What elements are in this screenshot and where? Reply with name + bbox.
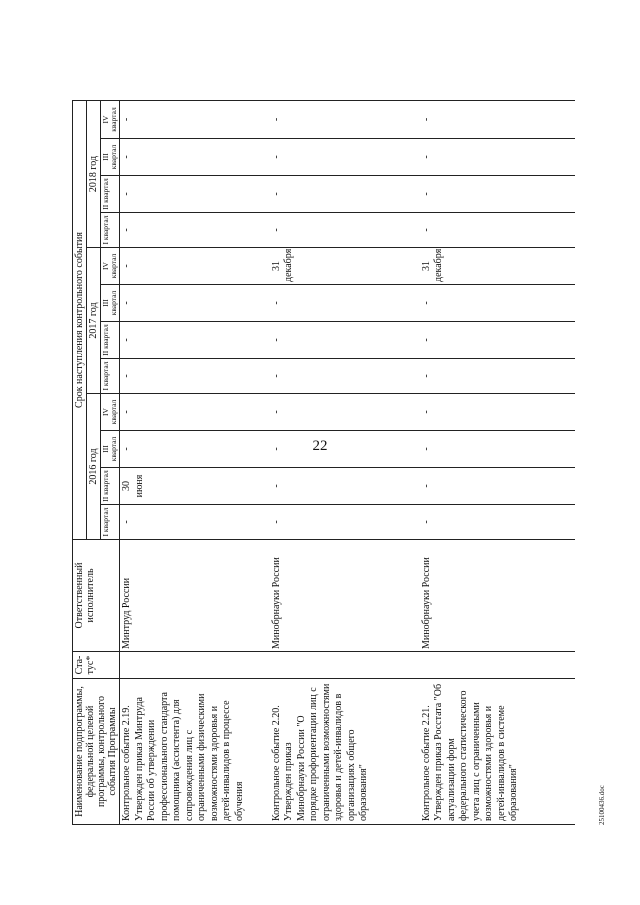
footer-filename: 25100436.doc [598, 785, 606, 825]
quarter-value-cell: - [120, 505, 270, 540]
quarter-value-cell: - [420, 394, 575, 431]
quarter-value-cell: - [120, 322, 270, 359]
event-name-cell: Контрольное событие 2.21. Утвержден приказ Росстата "Об актуализации форм федерального статистического учета лиц с ограниченными возможностями здоровья и детей-инвалидов в системе образования" [420, 679, 575, 825]
header-year-2016: 2016 год [87, 394, 101, 540]
quarter-header: I квартал [101, 359, 120, 394]
table-row [120, 100, 270, 824]
executor-cell: Минтруд России [120, 540, 270, 652]
quarter-header: II квартал [101, 468, 120, 505]
event-name-cell: Контрольное событие 2.20. Утвержден приказ Минобрнауки России "О порядке профориентации лиц с ограниченными возможностями здоровья и детей-инвалидов в организациях общего образования" [270, 679, 420, 825]
quarter-value-cell: 31 декабря [270, 248, 420, 285]
status-cell [420, 652, 575, 679]
header-year-2018: 2018 год [87, 100, 101, 247]
quarter-header: III квартал [101, 431, 120, 468]
quarter-value-cell: - [270, 468, 420, 505]
quarter-value-cell: - [120, 139, 270, 176]
quarter-value-cell: - [420, 285, 575, 322]
quarter-value-cell: - [270, 176, 420, 213]
quarter-value-cell: - [120, 176, 270, 213]
quarter-value-cell: - [270, 505, 420, 540]
header-name: Наименование подпрограммы, федеральной целевой программы, контрольного события Программы [73, 679, 120, 825]
quarter-value-cell: - [120, 213, 270, 248]
header-row-1 [73, 100, 87, 824]
header-status: Ста-тус* [73, 652, 120, 679]
quarter-value-cell: - [270, 322, 420, 359]
quarter-value-cell: - [120, 285, 270, 322]
quarter-header: II квартал [101, 322, 120, 359]
quarter-header: IV квартал [101, 248, 120, 285]
quarter-header: III квартал [101, 139, 120, 176]
table-body [120, 100, 575, 824]
quarter-value-cell: - [270, 359, 420, 394]
quarter-value-cell: - [270, 431, 420, 468]
quarter-header: III квартал [101, 285, 120, 322]
quarter-value-cell: - [420, 139, 575, 176]
quarter-value-cell: 30 июня [120, 468, 270, 505]
quarter-value-cell: - [420, 468, 575, 505]
status-cell [270, 652, 420, 679]
header-executor: Ответственный исполнитель [73, 540, 120, 652]
quarter-header: II квартал [101, 176, 120, 213]
quarter-value-cell: - [270, 139, 420, 176]
quarter-value-cell: - [120, 394, 270, 431]
quarter-value-cell: - [420, 176, 575, 213]
quarter-value-cell: - [120, 431, 270, 468]
header-term: Срок наступления контрольного события [73, 100, 87, 539]
quarter-header: IV квартал [101, 394, 120, 431]
quarter-value-cell: - [420, 322, 575, 359]
quarter-header: IV квартал [101, 100, 120, 138]
quarter-value-cell: - [120, 248, 270, 285]
quarter-value-cell: - [120, 359, 270, 394]
quarter-value-cell: - [270, 213, 420, 248]
quarter-value-cell: - [120, 100, 270, 138]
control-events-table [72, 100, 575, 825]
quarter-value-cell: - [270, 394, 420, 431]
quarter-value-cell: - [270, 285, 420, 322]
header-year-2017: 2017 год [87, 248, 101, 394]
page-number: 22 [312, 438, 328, 454]
table-row [270, 100, 420, 824]
status-cell [120, 652, 270, 679]
executor-cell: Минобрнауки России [270, 540, 420, 652]
quarter-value-cell: - [420, 100, 575, 138]
quarter-value-cell: - [420, 213, 575, 248]
quarter-value-cell: - [420, 505, 575, 540]
table-row [420, 100, 575, 824]
quarter-header: I квартал [101, 213, 120, 248]
quarter-value-cell: - [420, 431, 575, 468]
quarter-header: I квартал [101, 505, 120, 540]
quarter-value-cell: 31 декабря [420, 248, 575, 285]
executor-cell: Минобрнауки России [420, 540, 575, 652]
quarter-value-cell: - [270, 100, 420, 138]
quarter-value-cell: - [420, 359, 575, 394]
event-name-cell: Контрольное событие 2.19. Утвержден приказ Минтруда России об утверждении профессионального стандарта помощника (ассистента) для сопровождения лиц с ограниченными физическими возможностями здоровья и детей-инвалидов в процессе обучения [120, 679, 270, 825]
